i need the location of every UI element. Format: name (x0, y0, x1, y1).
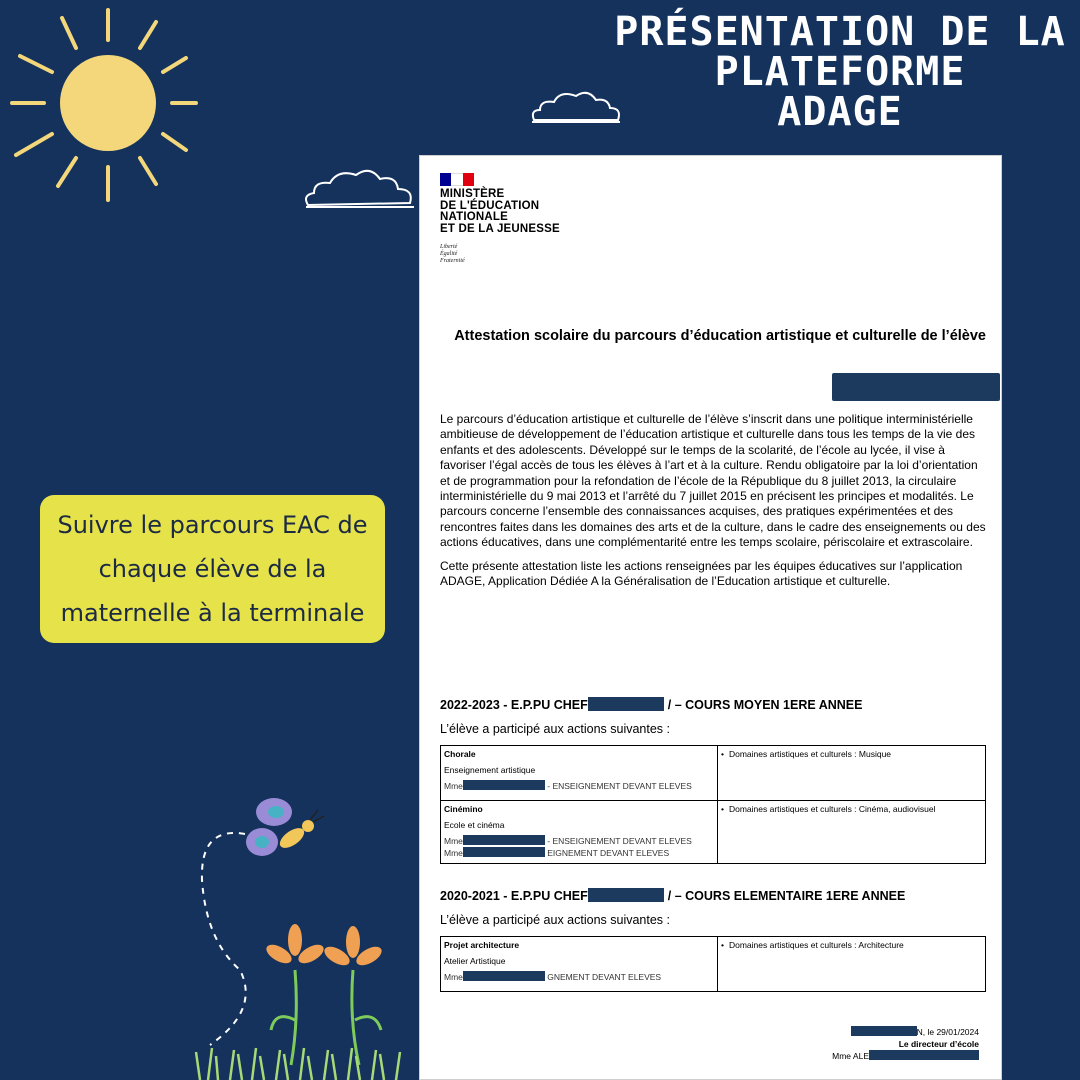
action-type: Enseignement artistique (444, 765, 536, 775)
action-type: Atelier Artistique (444, 956, 506, 966)
signature-role: Le directeur d’école (898, 1039, 979, 1049)
participation-label: L’élève a participé aux actions suivantes : (440, 722, 670, 736)
actions-table (440, 745, 986, 864)
tagline-line: Suivre le parcours EAC de (57, 511, 368, 539)
action-name: Projet architecture (444, 940, 520, 950)
headline-line: PLATEFORME (714, 49, 966, 95)
section-heading (440, 697, 862, 712)
butterfly-illustration (240, 790, 330, 870)
domain-cell (718, 937, 986, 992)
page-headline (600, 9, 1080, 135)
signature-name: Mme ALE (832, 1051, 979, 1061)
redacted-block (588, 697, 664, 711)
intro-paragraph: Cette présente attestation liste les actions renseignées par les équipes éducatives sur l’application ADAGE, Application Dédiée A la Généralisation de l’Education artistique et culturelle. (440, 558, 963, 589)
action-teacher: Mme EIGNEMENT DEVANT ELEVES (444, 848, 670, 858)
tagline-callout (40, 495, 385, 643)
participation-label: L’élève a participé aux actions suivantes : (440, 913, 670, 927)
table-row (441, 746, 986, 801)
actions-table (440, 936, 986, 992)
cloud-illustration (300, 165, 420, 215)
table-row (441, 937, 986, 992)
tagline-line: chaque élève de la (98, 555, 327, 583)
redacted-block (588, 888, 664, 902)
section-school: 2022-2023 - E.P.PU CHEF (440, 698, 588, 712)
ministry-logo-text (440, 189, 560, 235)
intro-text (440, 412, 988, 597)
ministry-line: ET DE LA JEUNESSE (440, 222, 560, 235)
action-domain: • Domaines artistiques et culturels : Architecture (721, 940, 904, 950)
motto-line: Liberté (440, 244, 458, 250)
signature-block (832, 1026, 979, 1062)
section-heading (440, 888, 905, 903)
action-cell (441, 801, 718, 864)
sun-illustration (0, 0, 200, 220)
motto-line: Égalité (440, 251, 458, 257)
french-flag-icon (440, 173, 474, 186)
action-name: Chorale (444, 749, 476, 759)
motto-line: Fraternité (440, 258, 465, 264)
action-teacher: Mme - ENSEIGNEMENT DEVANT ELEVES (444, 781, 692, 791)
action-domain: • Domaines artistiques et culturels : Musique (721, 749, 891, 759)
headline-line: PRÉSENTATION DE LA (614, 9, 1066, 55)
ministry-line: NATIONALE (440, 211, 509, 223)
document-title: Attestation scolaire du parcours d’éducation artistique et culturelle de l’élève (454, 328, 986, 344)
action-cell (441, 746, 718, 801)
action-cell (441, 937, 718, 992)
action-domain: • Domaines artistiques et culturels : Cinéma, audiovisuel (721, 804, 935, 814)
table-row (441, 801, 986, 864)
section-class: / – COURS MOYEN 1ERE ANNEE (667, 698, 863, 712)
section-school: 2020-2021 - E.P.PU CHEF (440, 889, 588, 903)
domain-cell (718, 746, 986, 801)
action-teacher: Mme GNEMENT DEVANT ELEVES (444, 972, 662, 982)
ministry-line: MINISTÈRE (440, 188, 505, 200)
tagline-line: maternelle à la terminale (60, 599, 365, 627)
action-name: Cinémino (444, 804, 483, 814)
ministry-line: DE L'ÉDUCATION (440, 199, 540, 212)
redacted-student-name (832, 373, 1000, 401)
domain-cell (718, 801, 986, 864)
signature-date: N, le 29/01/2024 (851, 1027, 979, 1037)
action-teacher: Mme - ENSEIGNEMENT DEVANT ELEVES (444, 836, 692, 846)
section-class: / – COURS ELEMENTAIRE 1ERE ANNEE (667, 889, 906, 903)
action-type: Ecole et cinéma (444, 820, 505, 830)
republic-motto (440, 244, 465, 265)
attestation-document (419, 155, 1002, 1080)
intro-paragraph: Le parcours d’éducation artistique et culturelle de l’élève s’inscrit dans une politique interministérielle ambitieuse de développement de l’éducation artistique et culturelle dans tous les temps de la vie des enfants et des adolescents. Développé sur le temps de la scolarité, de l’école au lycée, il vise à favoriser l’égal accès de tous les élèves à l’art et à la culture. Rendu obligatoire par la loi d’orientation et de programmation pour la refondation de l’école de la République du 8 juillet 2013, la circulaire interministérielle du 9 mai 2013 et l’arrêté du 7 juillet 2015 en précisent les principes et modalités. Le parcours concerne l’ensemble des connaissances acquises, des pratiques expérimentées et des rencontres faites dans les domaines des arts et de la culture, dans le cadre des enseignements ou des actions éducatives, dans une complémentarité entre les temps scolaire, périscolaire et extrascolaire. (440, 412, 986, 550)
headline-line: ADAGE (777, 89, 903, 135)
